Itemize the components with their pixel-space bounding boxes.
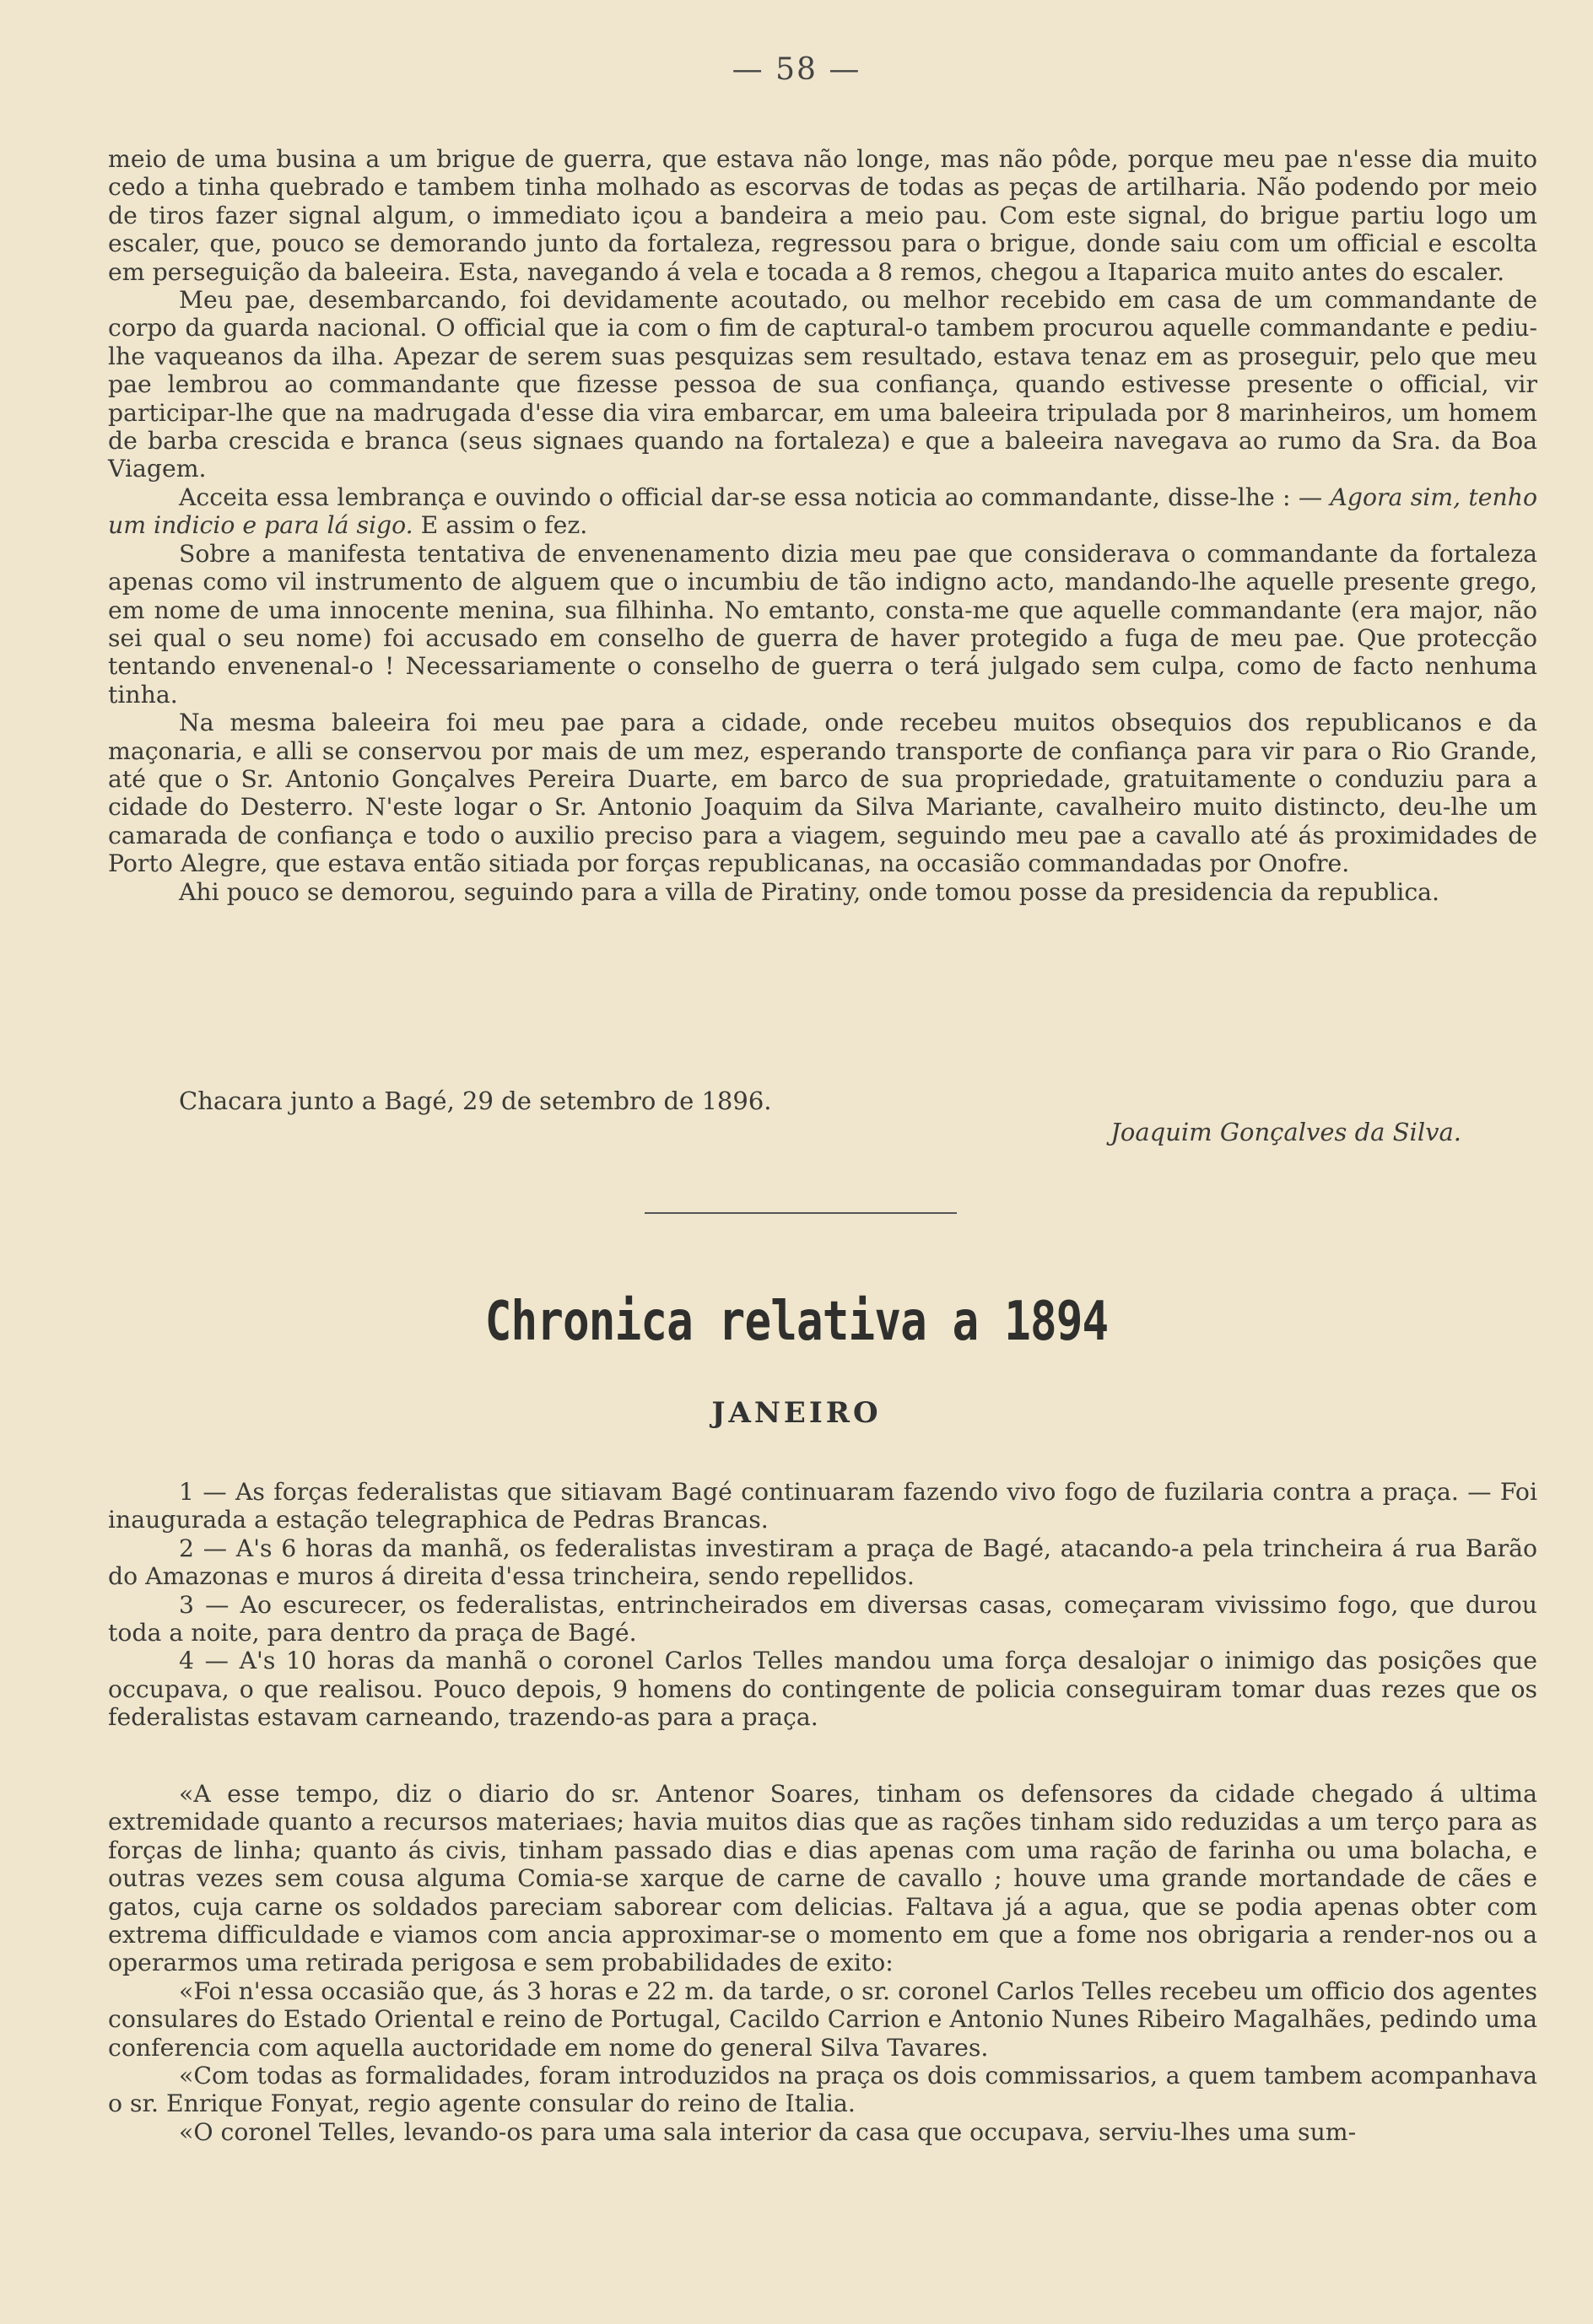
signature: Joaquim Gonçalves da Silva. <box>1110 1118 1461 1146</box>
chronicle-entry: 2 — A's 6 horas da manhã, os federalistas investiram a praça de Bagé, atacando-a pela trincheira á rua Barão do Amazonas e muros á direita d'essa trincheira, sendo repellidos. <box>108 1534 1537 1591</box>
chronicle-text <box>108 1478 1537 1732</box>
quote-paragraph: «Com todas as formalidades, foram introduzidos na praça os dois commissarios, a quem tambem acompanhava o sr. Enrique Fonyat, regio agente consular do reino de Italia. <box>108 2062 1537 2118</box>
section-title: Chronica relativa a 1894 <box>484 1291 1109 1353</box>
quote-paragraph: «A esse tempo, diz o diario do sr. Antenor Soares, tinham os defensores da cidade chegado á ultima extremidade quanto a recursos materiaes; havia muitos dias que as rações tinham sido reduzidas a um terço para as forças de linha; quanto ás civis, tinham passado dias e dias apenas com uma ração de farinha ou uma bolacha, e outras vezes sem cousa alguma Comia-se xarque de carne de cavallo ; houve uma grande mortandade de cães e gatos, cuja carne os soldados pareciam saborear com delicias. Faltava já a agua, que se podia apenas obter com extrema difficuldade e viamos com ancia approximar-se o momento em que a fome nos obrigaria a render-nos ou a operarmos uma retirada perigosa e sem probabilidades de exito: <box>108 1780 1537 1977</box>
intro-text <box>108 145 1537 906</box>
paragraph: Na mesma baleeira foi meu pae para a cidade, onde recebeu muitos obsequios dos republicanos e da maçonaria, e alli se conservou por mais de um mez, esperando transporte de confiança para vir para o Rio Grande, até que o Sr. Antonio Gonçalves Pereira Duarte, em barco de sua propriedade, gratuitamente o conduziu para a cidade do Desterro. N'este logar o Sr. Antonio Joaquim da Silva Mariante, cavalheiro muito distincto, deu-lhe um camarada de confiança e todo o auxilio preciso para a viagem, seguindo meu pae a cavallo até ás proximidades de Porto Alegre, que estava então sitiada por forças republicanas, na occasião commandadas por Onofre. <box>108 709 1537 878</box>
page-number: — 58 — <box>732 52 861 87</box>
paragraph-text: Acceita essa lembrança e ouvindo o official dar-se essa noticia ao commandante, disse-lhe : — <box>179 483 1323 511</box>
paragraph: Meu pae, desembarcando, foi devidamente acoutado, ou melhor recebido em casa de um commandante de corpo da guarda nacional. O official que ia com o fim de captural-o tambem procurou aquelle commandante e pediu-lhe vaqueanos da ilha. Apezar de serem suas pesquizas sem resultado, estava tenaz em as proseguir, pelo que meu pae lembrou ao commandante que fizesse pessoa de sua confiança, quando estivesse presente o official, vir participar-lhe que na madrugada d'esse dia vira embarcar, em uma baleeira tripulada por 8 marinheiros, um homem de barba crescida e branca (seus signaes quando na fortaleza) e que a baleeira navegava ao rumo da Sra. da Boa Viagem. <box>108 286 1537 483</box>
section-divider <box>645 1212 957 1214</box>
paragraph: Sobre a manifesta tentativa de envenenamento dizia meu pae que considerava o commandante da fortaleza apenas como vil instrumento de alguem que o incumbiu de tão indigno acto, mandando-lhe aquelle presente grego, em nome de uma innocente menina, sua filhinha. No emtanto, consta-me que aquelle commandante (era major, não sei qual o seu nome) foi accusado em conselho de guerra de haver protegido a fuga de meu pae. Que protecção tentando envenenal-o ! Necessariamente o conselho de guerra o terá julgado sem culpa, como de facto nenhuma tinha. <box>108 539 1537 709</box>
paragraph-text: E assim o fez. <box>413 511 588 540</box>
paragraph <box>108 483 1537 540</box>
quote-paragraph: «O coronel Telles, levando-os para uma sala interior da casa que occupava, serviu-lhes uma sum- <box>179 2117 1357 2146</box>
chronicle-entry: 1 — As forças federalistas que sitiavam Bagé continuaram fazendo vivo fogo de fuzilaria contra a praça. — Foi inaugurada a estação telegraphica de Pedras Brancas. <box>108 1478 1537 1534</box>
month-heading: JANEIRO <box>711 1396 882 1430</box>
quote-paragraph: «Foi n'essa occasião que, ás 3 horas e 22 m. da tarde, o sr. coronel Carlos Telles recebeu um officio dos agentes consulares do Estado Oriental e reino de Portugal, Cacildo Carrion e Antonio Nunes Ribeiro Magalhães, pedindo uma conferencia com aquella auctoridade em nome do general Silva Tavares. <box>108 1976 1537 2062</box>
paragraph: Ahi pouco se demorou, seguindo para a villa de Piratiny, onde tomou posse da presidencia da republica. <box>179 877 1440 906</box>
place-date: Chacara junto a Bagé, 29 de setembro de 1896. <box>179 1087 772 1115</box>
chronicle-entry: 4 — A's 10 horas da manhã o coronel Carlos Telles mandou uma força desalojar o inimigo das posições que occupava, o que realisou. Pouco depois, 9 homens do contingente de policia conseguiram tomar duas rezes que os federalistas estavam carneando, trazendo-as para a praça. <box>108 1647 1537 1732</box>
chronicle-entry: 3 — Ao escurecer, os federalistas, entrincheirados em diversas casas, começaram vivissimo fogo, que durou toda a noite, para dentro da praça de Bagé. <box>108 1590 1537 1647</box>
italic-quote: Agora sim, tenho um indicio e para lá sigo. <box>108 483 1538 540</box>
quoted-diary-text <box>108 1780 1537 2146</box>
paragraph: meio de uma busina a um brigue de guerra, que estava não longe, mas não pôde, porque meu pae n'esse dia muito cedo a tinha quebrado e tambem tinha molhado as escorvas de todas as peças de artilharia. Não podendo por meio de tiros fazer signal algum, o immediato içou a bandeira a meio pau. Com este signal, do brigue partiu logo um escaler, que, pouco se demorando junto da fortaleza, regressou para o brigue, donde saiu com um official e escolta em perseguição da baleeira. Esta, navegando á vela e tocada a 8 remos, chegou a Itaparica muito antes do escaler. <box>108 145 1537 286</box>
